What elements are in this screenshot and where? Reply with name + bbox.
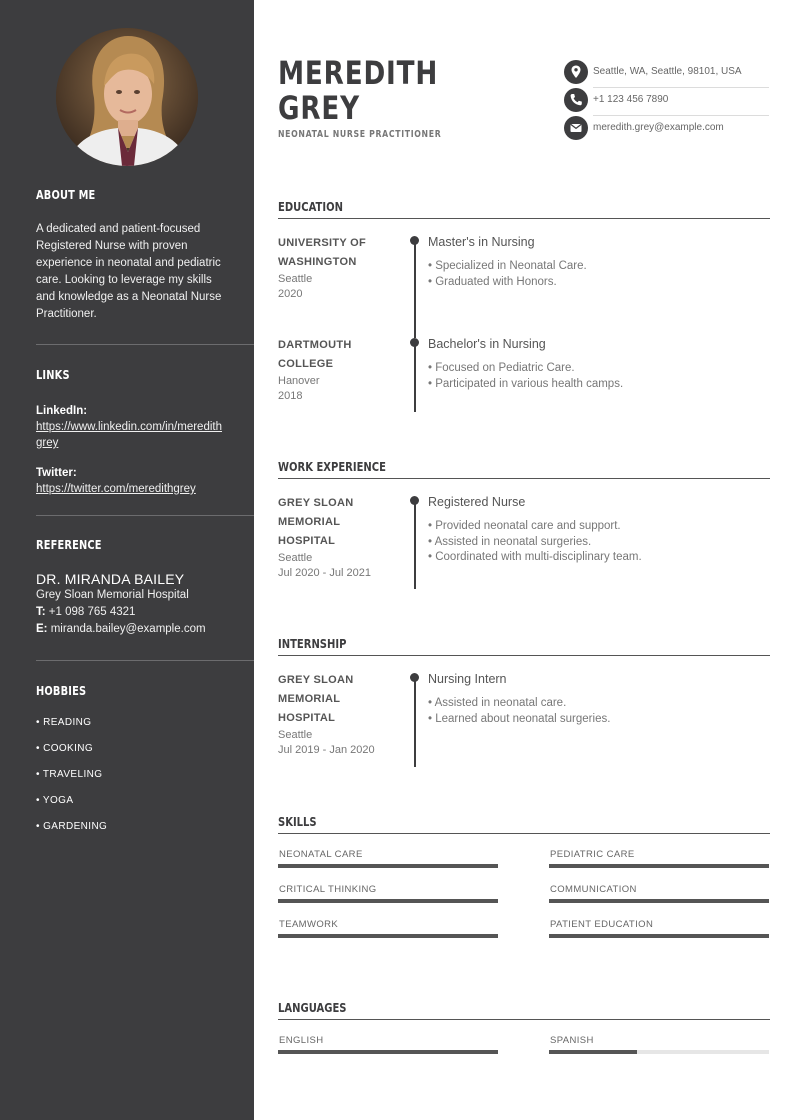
skills-heading: SKILLS — [278, 814, 317, 829]
name-last: GREY — [278, 89, 360, 127]
entry-org-block — [278, 234, 388, 302]
sidebar-divider — [36, 344, 254, 345]
skill-label: PATIENT EDUCATION — [550, 919, 654, 930]
contact-email — [564, 116, 769, 144]
timeline-dot — [410, 496, 419, 505]
timeline-dot — [410, 338, 419, 347]
entry-bullet: • Graduated with Honors. — [428, 275, 557, 288]
about-text: A dedicated and patient-focused Registered Nurse with proven experience in neonatal and pediatric care. Looking to leverage my skills and knowledge as a Neonatal Nurse Practitioner. — [36, 223, 222, 320]
entry-date: Jul 2020 - Jul 2021 — [278, 567, 371, 579]
contact-phone — [564, 88, 769, 116]
internship-entry — [278, 671, 770, 771]
section-rule — [278, 218, 770, 219]
entry-org-block — [278, 671, 388, 758]
contact-phone-text: +1 123 456 7890 — [593, 94, 669, 105]
entry-bullet: • Focused on Pediatric Care. — [428, 362, 575, 374]
language-bar-fill — [549, 1050, 637, 1054]
skill-bar-fill — [278, 934, 498, 938]
reference-name: DR. MIRANDA BAILEY — [36, 571, 185, 587]
name-first: MEREDITH — [278, 54, 439, 92]
entry-details — [428, 336, 768, 392]
skill-item — [549, 919, 769, 943]
section-rule — [278, 1019, 770, 1020]
job-title: NEONATAL NURSE PRACTITIONER — [278, 129, 442, 140]
section-rule — [278, 478, 770, 479]
language-bar-track — [278, 1050, 498, 1054]
entry-location: Seattle — [278, 552, 313, 564]
entry-org: MEMORIAL — [278, 693, 341, 705]
skill-item — [278, 919, 498, 943]
sidebar — [0, 0, 254, 1120]
entry-bullets — [428, 259, 768, 290]
reference-phone-label: T: — [36, 606, 46, 618]
skill-bar-fill — [278, 864, 498, 868]
hobby-list — [36, 715, 254, 845]
entry-bullet: • Coordinated with multi-disciplinary team. — [428, 551, 642, 563]
hobby-item: • YOGA — [36, 795, 74, 806]
education-heading: EDUCATION — [278, 199, 343, 214]
timeline-dot — [410, 236, 419, 245]
entry-details — [428, 494, 768, 566]
skill-bar-track — [549, 899, 769, 903]
work-heading: WORK EXPERIENCE — [278, 459, 386, 474]
entry-org: MEMORIAL — [278, 516, 341, 528]
entry-bullet: • Participated in various health camps. — [428, 377, 624, 390]
hobby-item: • READING — [36, 717, 92, 728]
reference-heading: REFERENCE — [36, 538, 102, 552]
linkedin-link-block — [36, 403, 254, 451]
work-entry — [278, 494, 770, 594]
skill-bar-track — [278, 864, 498, 868]
skill-label: PEDIATRIC CARE — [550, 849, 635, 860]
entry-org: WASHINGTON — [278, 256, 357, 268]
entry-date: 2020 — [278, 288, 303, 300]
entry-role: Nursing Intern — [428, 672, 507, 686]
entry-bullets — [428, 696, 768, 727]
timeline-dot — [410, 673, 419, 682]
location-pin-icon — [564, 60, 588, 84]
portrait-image — [56, 28, 198, 166]
phone-icon — [564, 88, 588, 112]
skill-bar-track — [549, 864, 769, 868]
reference-email: miranda.bailey@example.com — [50, 623, 206, 635]
hobbies-section — [36, 684, 254, 845]
entry-bullet: • Specialized in Neonatal Care. — [428, 260, 587, 272]
skill-bar-fill — [549, 864, 769, 868]
language-bar-track — [549, 1050, 769, 1054]
timeline-line — [414, 677, 416, 767]
skill-label: TEAMWORK — [279, 919, 339, 930]
sidebar-divider — [36, 660, 254, 661]
entry-org: GREY SLOAN — [278, 674, 354, 686]
skill-bar-track — [549, 934, 769, 938]
skill-item — [549, 884, 769, 908]
entry-org-block — [278, 336, 388, 404]
entry-org: UNIVERSITY OF — [278, 237, 367, 249]
skill-bar-fill — [549, 899, 769, 903]
reference-phone: +1 098 765 4321 — [48, 606, 136, 618]
entry-org: GREY SLOAN — [278, 497, 354, 509]
hobby-item: • TRAVELING — [36, 769, 103, 780]
language-label: SPANISH — [550, 1035, 594, 1046]
internship-heading: INTERNSHIP — [278, 636, 347, 651]
entry-bullets — [428, 519, 768, 566]
education-entry — [278, 336, 770, 416]
skill-bar-fill — [278, 899, 498, 903]
skill-label: CRITICAL THINKING — [279, 884, 377, 895]
timeline-line — [414, 500, 416, 589]
skill-item — [549, 849, 769, 873]
contact-address-text: Seattle, WA, Seattle, 98101, USA — [593, 66, 742, 77]
entry-location: Hanover — [278, 375, 320, 387]
entry-role: Registered Nurse — [428, 495, 526, 509]
hobbies-heading: HOBBIES — [36, 684, 87, 698]
skill-item — [278, 849, 498, 873]
entry-org: DARTMOUTH — [278, 339, 352, 351]
reference-email-row — [36, 621, 254, 638]
entry-org: COLLEGE — [278, 358, 334, 370]
entry-date: 2018 — [278, 390, 303, 402]
links-heading: LINKS — [36, 368, 70, 382]
reference-phone-row — [36, 604, 254, 621]
reference-org: Grey Sloan Memorial Hospital — [36, 589, 189, 601]
entry-details — [428, 234, 768, 290]
language-label: ENGLISH — [279, 1035, 324, 1046]
email-icon — [564, 116, 588, 140]
entry-details — [428, 671, 768, 727]
about-heading: ABOUT ME — [36, 188, 96, 202]
reference-section — [36, 538, 254, 638]
section-rule — [278, 833, 770, 834]
timeline-line — [414, 240, 416, 338]
entry-location: Seattle — [278, 273, 313, 285]
skill-label: COMMUNICATION — [550, 884, 637, 895]
entry-bullet: • Provided neonatal care and support. — [428, 520, 621, 532]
reference-email-label: E: — [36, 623, 48, 635]
candidate-name — [278, 56, 438, 126]
contact-email-text: meredith.grey@example.com — [593, 122, 724, 133]
linkedin-label: LinkedIn: — [36, 405, 88, 417]
twitter-label: Twitter: — [36, 467, 77, 479]
links-section — [36, 368, 254, 497]
contact-address — [564, 60, 769, 88]
section-rule — [278, 655, 770, 656]
sidebar-divider — [36, 515, 254, 516]
entry-location: Seattle — [278, 729, 313, 741]
entry-bullets — [428, 361, 768, 392]
entry-role: Master's in Nursing — [428, 235, 535, 249]
languages-heading: LANGUAGES — [278, 1000, 347, 1015]
language-bar-fill — [278, 1050, 498, 1054]
about-section — [36, 188, 254, 323]
hobby-item: • COOKING — [36, 743, 94, 754]
entry-bullet: • Assisted in neonatal surgeries. — [428, 535, 592, 548]
entry-bullet: • Assisted in neonatal care. — [428, 697, 567, 709]
entry-bullet: • Learned about neonatal surgeries. — [428, 712, 611, 725]
skill-bar-track — [278, 934, 498, 938]
entry-date: Jul 2019 - Jan 2020 — [278, 744, 375, 756]
twitter-link[interactable]: https://twitter.com/meredithgrey — [36, 483, 196, 495]
hobby-item: • GARDENING — [36, 821, 108, 832]
skill-bar-track — [278, 899, 498, 903]
skill-item — [278, 884, 498, 908]
skill-label: NEONATAL CARE — [279, 849, 363, 860]
skill-bar-fill — [549, 934, 769, 938]
entry-org-block — [278, 494, 388, 581]
linkedin-link[interactable]: https://www.linkedin.com/in/meredithgrey — [36, 421, 222, 449]
entry-role: Bachelor's in Nursing — [428, 337, 546, 351]
profile-photo — [56, 28, 198, 166]
entry-org: HOSPITAL — [278, 535, 336, 547]
twitter-link-block — [36, 465, 254, 497]
timeline-line — [414, 342, 416, 412]
entry-org: HOSPITAL — [278, 712, 336, 724]
language-item — [549, 1035, 769, 1059]
language-item — [278, 1035, 498, 1059]
